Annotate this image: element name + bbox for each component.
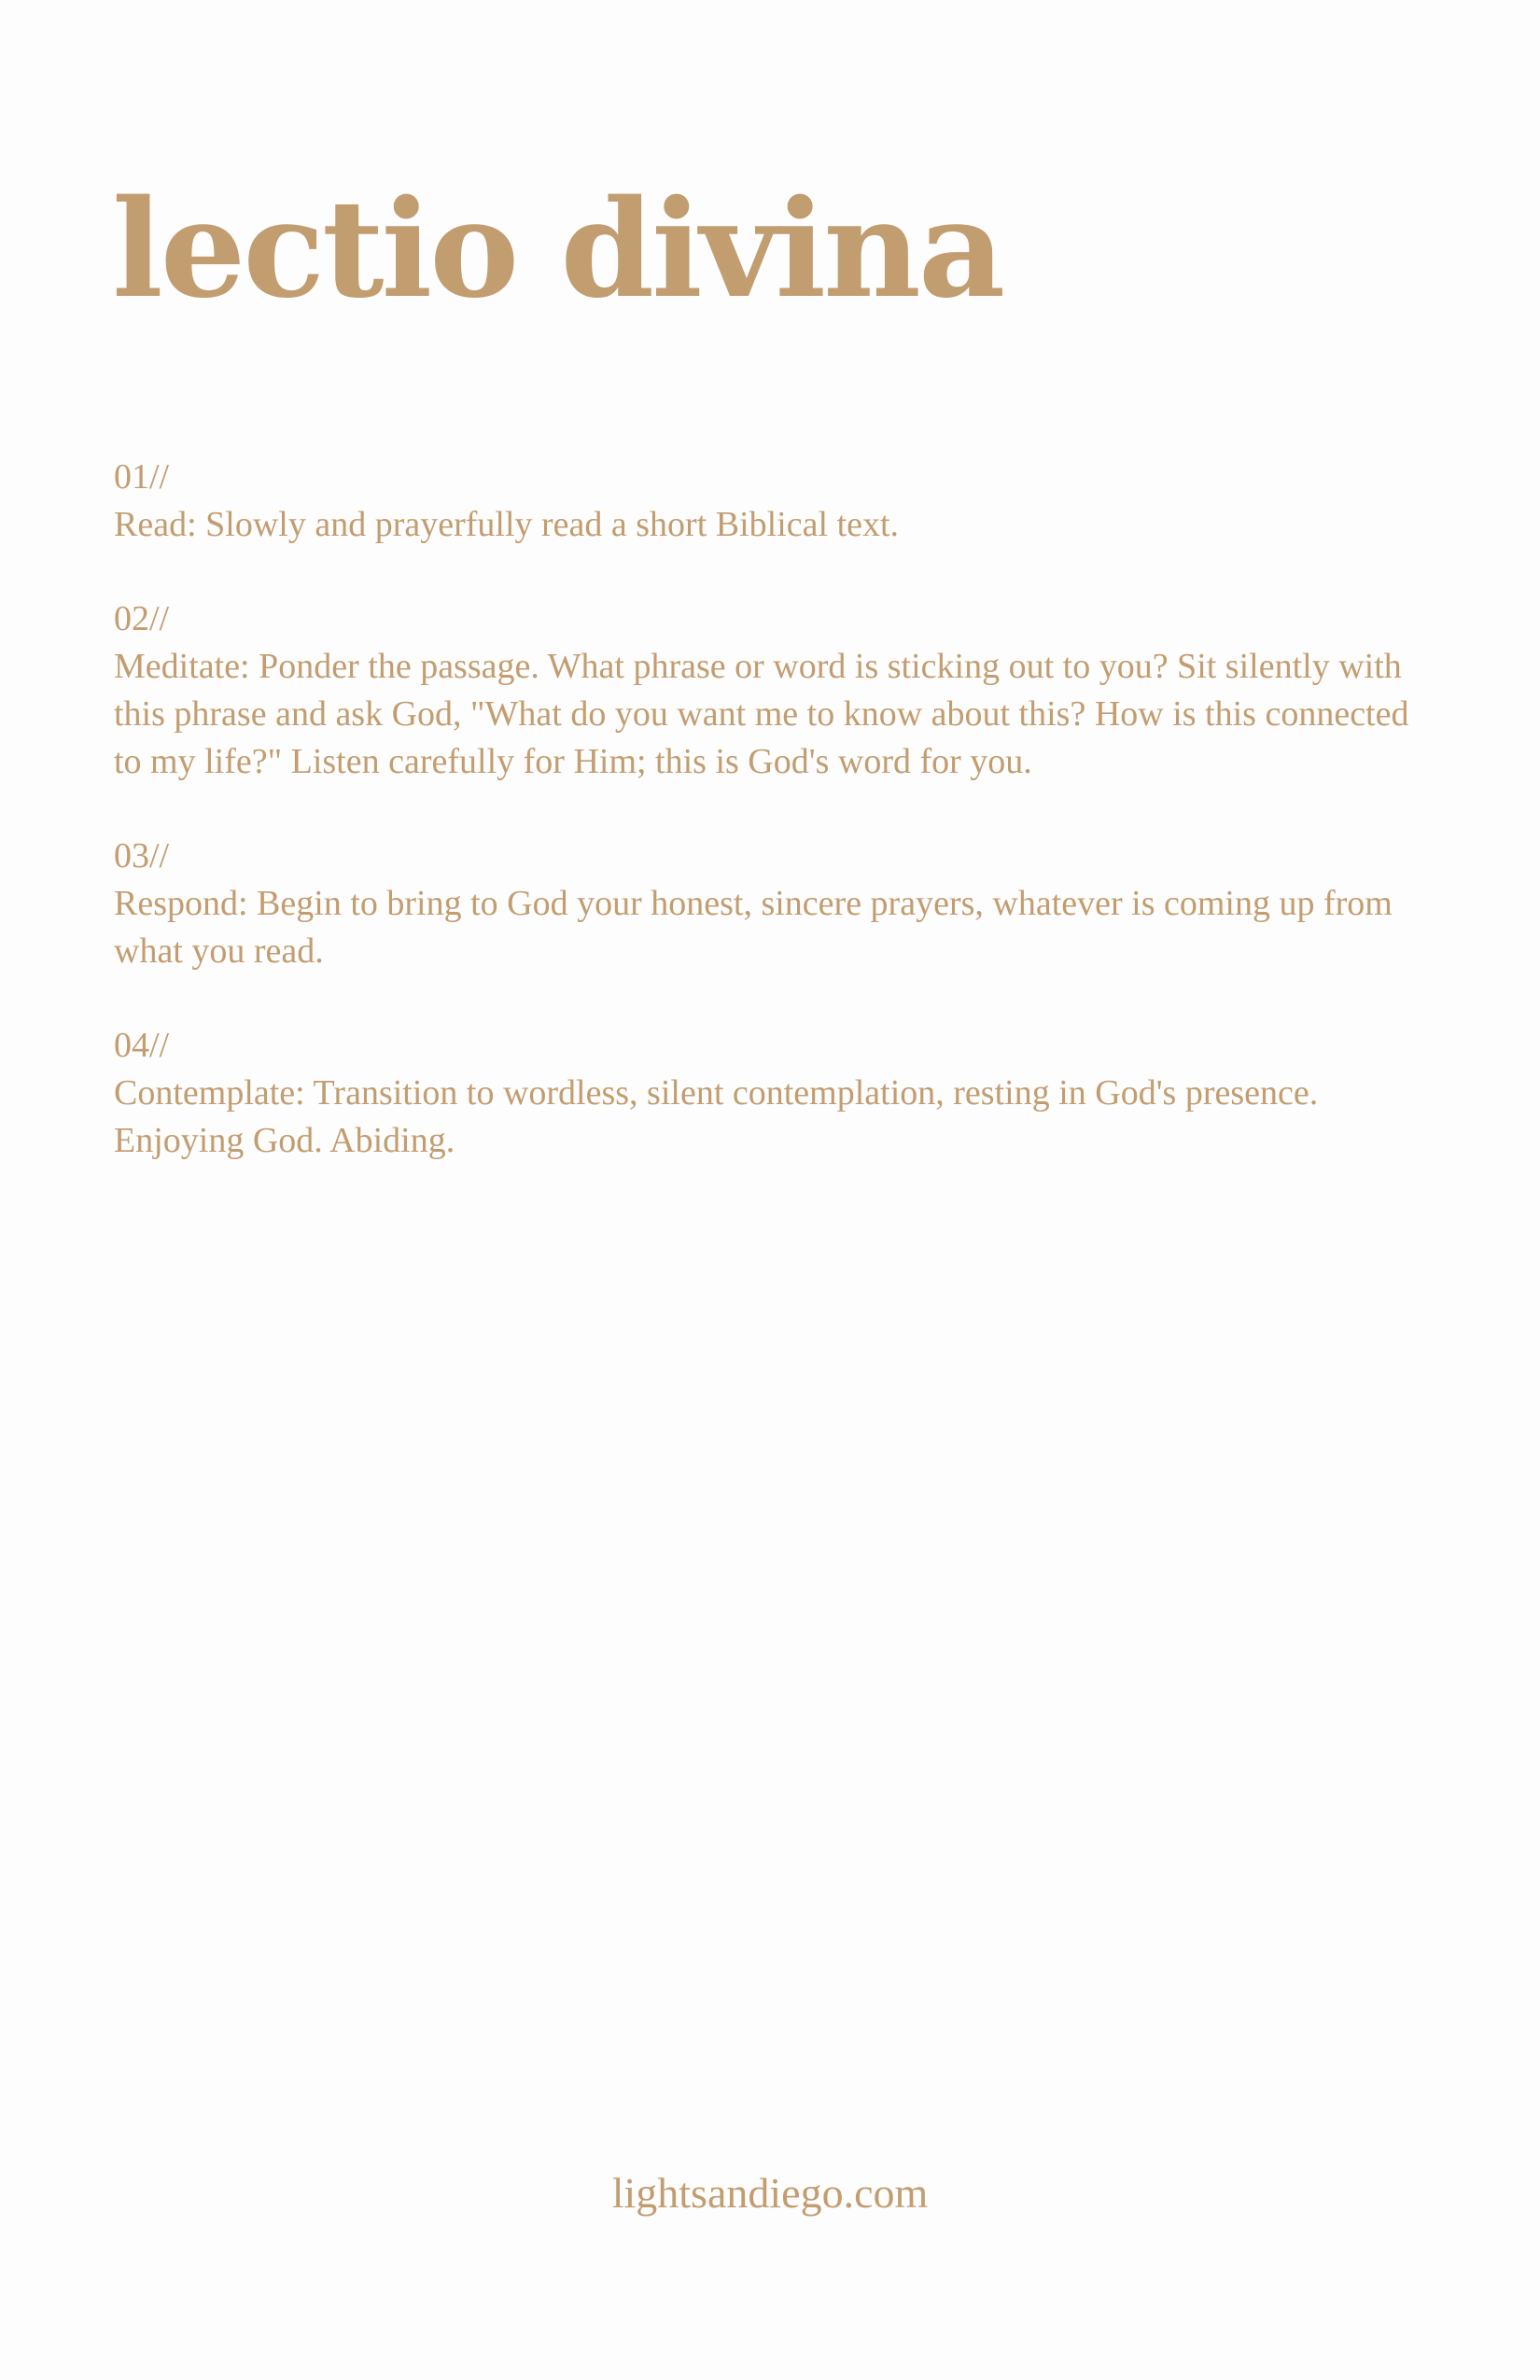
website-link[interactable]: lightsandiego.com xyxy=(611,2169,929,2217)
page-title: lectio divina xyxy=(112,170,1003,328)
step-number: 02// xyxy=(114,599,170,638)
steps-list xyxy=(114,453,1421,1211)
step-item xyxy=(114,1021,1421,1165)
step-text: Meditate: Ponder the passage. What phrase or word is sticking out to you? Sit silently with this phrase and ask God, "What do you want me to know about this? How is this connected to my life?" Listen carefully for Him; this is God's word for you. xyxy=(114,647,1409,781)
step-number: 04// xyxy=(114,1026,170,1065)
step-item xyxy=(114,453,1421,549)
step-item xyxy=(114,832,1421,975)
step-number: 03// xyxy=(114,836,170,875)
step-item xyxy=(114,595,1421,786)
step-text: Read: Slowly and prayerfully read a short Biblical text. xyxy=(114,505,900,544)
step-text: Contemplate: Transition to wordless, silent contemplation, resting in God's presence. Enjoying God. Abiding. xyxy=(114,1073,1319,1160)
step-number: 01// xyxy=(114,457,170,497)
step-text: Respond: Begin to bring to God your honest, sincere prayers, whatever is coming up from what you read. xyxy=(114,884,1393,971)
